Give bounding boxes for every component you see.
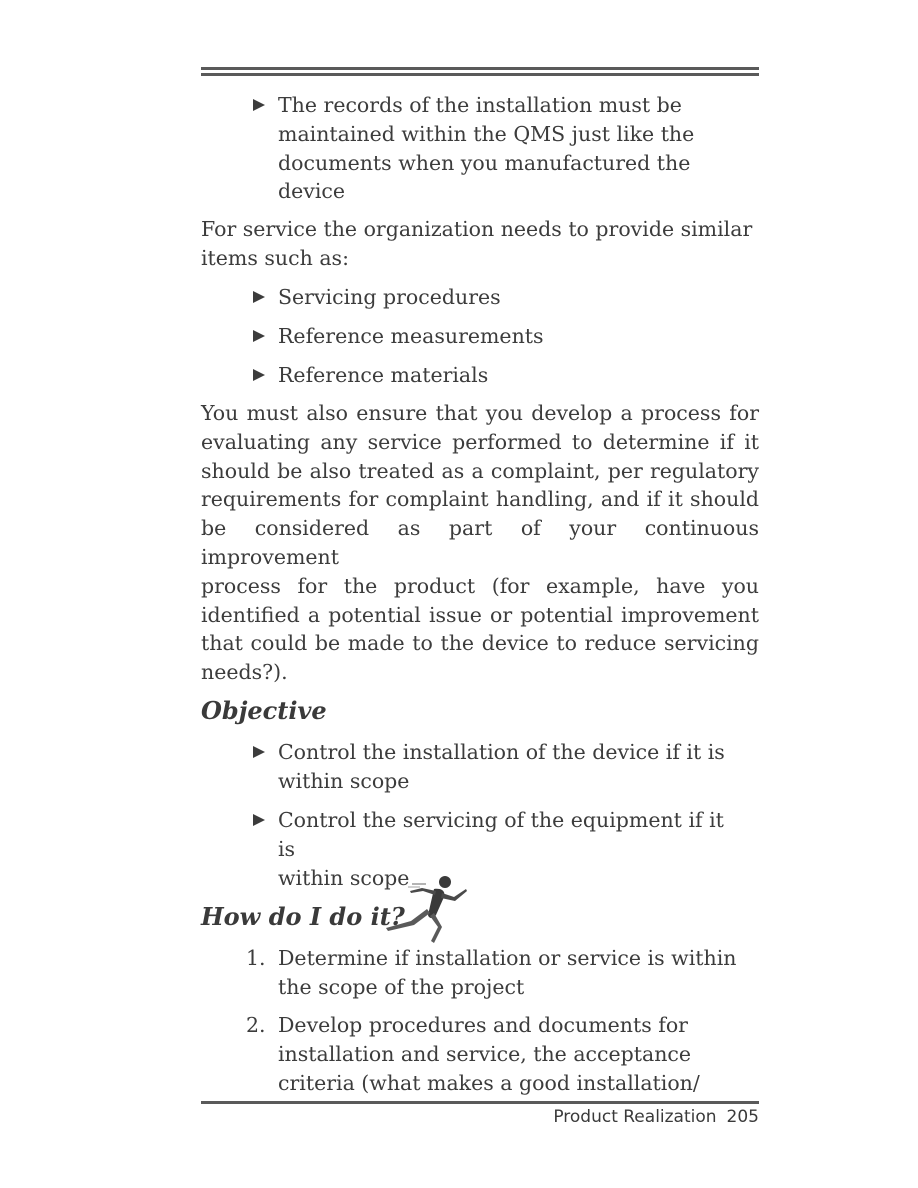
page-number: 205 [726, 1107, 759, 1127]
triangle-bullet-icon [253, 99, 265, 111]
bottom-rule [201, 1101, 759, 1104]
triangle-bullet-icon [253, 746, 265, 758]
service-intro-paragraph: For service the organization needs to provide similar items such as: [201, 217, 753, 270]
running-figure-icon [384, 875, 472, 947]
objective-heading: Objective [201, 696, 327, 725]
evaluation-paragraph: You must also ensure that you develop a process for evaluating any service performed to determine if it should be also treated as a complaint, per regulatory requirements for complaint handling, and if it should be considered as part of your continuous improvement process for the product (for example, have you identified a potential issue or potential improvement that could be made to the device to reduce servicing needs?). [201, 401, 759, 685]
bullet-text: The records of the installation must be maintained within the QMS just like the documents when you manufactured the device [278, 93, 695, 204]
triangle-bullet-icon [253, 330, 265, 342]
top-rule-line [201, 73, 759, 76]
triangle-bullet-icon [253, 291, 265, 303]
step-number: 1. [246, 946, 266, 970]
how-to-heading: How do I do it? [201, 902, 405, 931]
page-footer [553, 1107, 759, 1127]
triangle-bullet-icon [253, 369, 265, 381]
top-rule-line [201, 67, 759, 70]
footer-section-title: Product Realization [553, 1107, 717, 1127]
triangle-bullet-icon [253, 814, 265, 826]
step-number: 2. [246, 1013, 266, 1037]
top-double-rule [201, 67, 759, 77]
